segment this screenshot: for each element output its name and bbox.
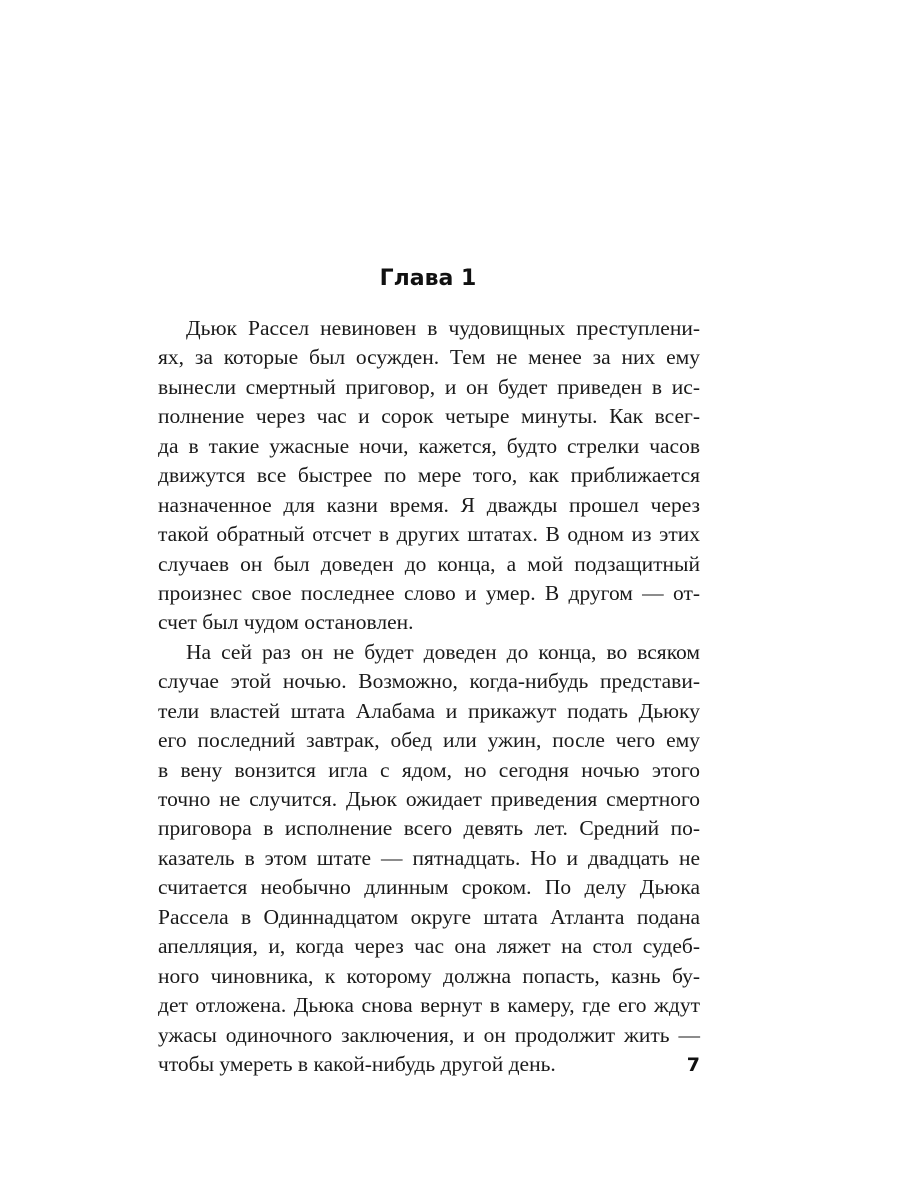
text-line: назначенное для казни время. Я дважды прошел через (158, 492, 700, 517)
text-line: чтобы умереть в какой-нибудь другой день. (158, 1051, 556, 1076)
text-line: произнес свое последнее слово и умер. В другом — от- (158, 580, 700, 605)
text-line: в вену вонзится игла с ядом, но сегодня ночью этого (158, 757, 700, 782)
text-line: его последний завтрак, обед или ужин, после чего ему (158, 728, 700, 753)
paragraph-1 (158, 314, 700, 638)
text-line: дет отложена. Дьюка снова вернут в камеру, где его ждут (158, 993, 700, 1018)
text-line: вынесли смертный приговор, и он будет приведен в ис- (158, 374, 700, 399)
text-line: случае этой ночью. Возможно, когда-нибудь представи- (158, 669, 700, 694)
text-line: тели властей штата Алабама и прикажут подать Дьюку (158, 698, 700, 723)
text-line: точно не случится. Дьюк ожидает приведения смертного (158, 787, 700, 811)
text-line: считается необычно длинным сроком. По делу Дьюка (158, 875, 700, 900)
text-line: счет был чудом остановлен. (158, 610, 414, 635)
text-line: движутся все быстрее по мере того, как приближается (158, 463, 700, 488)
text-line: Рассела в Одиннадцатом округе штата Атланта подана (158, 904, 700, 929)
text-line: да в такие ужасные ночи, кажется, будто стрелки часов (158, 433, 700, 458)
text-line: ужасы одиночного заключения, и он продолжит жить — (158, 1022, 700, 1047)
text-line: ях, за которые был осужден. Тем не менее за них ему (158, 345, 700, 370)
text-line: приговора в исполнение всего девять лет. Средний по- (158, 816, 700, 841)
text-line: На сей раз он не будет доведен до конца, во всяком (186, 639, 700, 664)
page-number: 7 (686, 1054, 700, 1076)
text-line: казатель в этом штате — пятнадцать. Но и двадцать не (158, 845, 700, 870)
text-line: такой обратный отсчет в других штатах. В одном из этих (158, 522, 700, 547)
text-line: апелляция, и, когда через час она ляжет на стол судеб- (158, 934, 700, 959)
chapter-title: Глава 1 (379, 266, 477, 291)
text-line: ного чиновника, к которому должна попасть, казнь бу- (158, 963, 700, 988)
body-text (158, 314, 700, 1079)
text-line: полнение через час и сорок четыре минуты. Как всег- (158, 404, 700, 429)
text-line: случаев он был доведен до конца, а мой подзащитный (158, 551, 700, 576)
text-line: Дьюк Рассел невиновен в чудовищных преступлени- (186, 316, 700, 340)
paragraph-2 (158, 638, 700, 1080)
